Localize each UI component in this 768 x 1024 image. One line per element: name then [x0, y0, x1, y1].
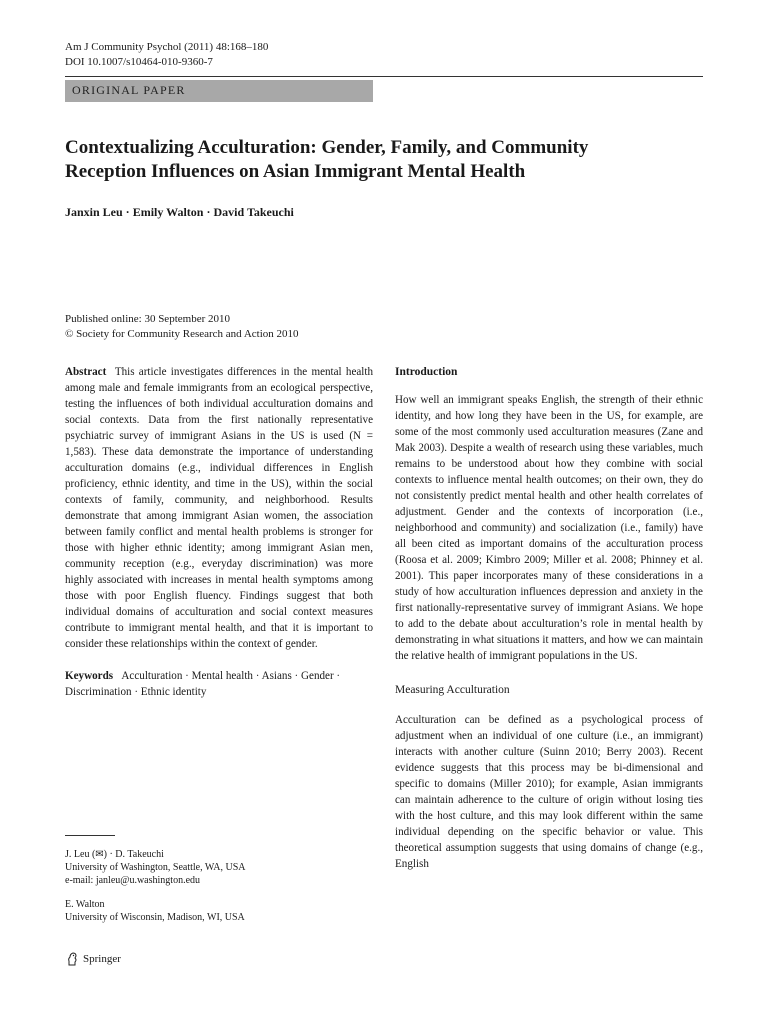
header-rule	[65, 76, 703, 77]
title-line-2: Reception Influences on Asian Immigrant Mental Health	[65, 161, 526, 182]
affiliation-institution-2: University of Wisconsin, Madison, WI, USA	[65, 912, 245, 923]
introduction-paragraph: How well an immigrant speaks English, the strength of their ethnic identity, and how long they have been in the US, for example, are some of the most commonly used acculturation measures (Zane and Mak 2003). Despite a wealth of research using these variables, much remains to be understood about how they combine with social contexts to influence mental health outcomes; on their own, they do not consistently predict mental health and other health correlates of adjustment. Gender and the contexts of incorporation (i.e., neighborhood and community) and socialization (i.e., family) have all been cited as important domains of the acculturation process (Roosa et al. 2009; Kimbro 2009; Miller et al. 2008; Phinney et al. 2001). This paper incorporates many of these considerations in a study of how acculturation influences depression and anxiety in the first nationally-representative survey of immigrant Asians. We hope to add to the debate about acculturation’s role in mental health by demonstrating in what situations it matters, and how we can maintain the relative health of immigrant populations in the US.	[395, 394, 703, 662]
right-column	[395, 364, 703, 872]
journal-line: Am J Community Psychol (2011) 48:168–180	[65, 41, 269, 53]
published-date: Published online: 30 September 2010	[65, 313, 230, 325]
abstract-text: This article investigates differences in the mental health among male and female immigrants from an ecological perspective, testing the influences of both individual acculturation domains and social contexts. Data from the first nationally representative psychiatric survey of immigrant Asians in the US is used (N = 1,583). These data demonstrate the importance of understanding acculturation domains (e.g., individual differences in English proficiency, ethnic identity, and time in the US), within the social contexts of family, community, and neighborhood. Results demonstrate that among immigrant Asian women, the association between family conflict and mental health problems is stronger for those with higher ethnic identity; among immigrant Asian men, community reception (e.g., everyday discrimination) was more highly associated with increases in mental health symptoms among those with poor English fluency. Findings suggest that both individual domains of acculturation and social context measures contribute to immigrant mental health, and that it is important to consider these relationships within the context of gender.	[65, 366, 374, 650]
paper-title	[65, 136, 705, 184]
publisher-mark	[65, 952, 121, 966]
keywords	[65, 668, 373, 700]
springer-knight-icon	[65, 952, 79, 966]
keywords-heading: Keywords	[65, 670, 114, 682]
introduction-heading: Introduction	[395, 366, 458, 378]
author-affiliations	[65, 848, 373, 935]
measuring-acculturation-heading: Measuring Acculturation	[395, 684, 510, 696]
abstract	[65, 364, 373, 652]
article-type-label: ORIGINAL PAPER	[72, 83, 186, 97]
publication-info	[65, 312, 299, 342]
author-list: Janxin Leu · Emily Walton · David Takeuchi	[65, 205, 294, 219]
affiliation-block-2	[65, 898, 373, 924]
title-line-1: Contextualizing Acculturation: Gender, Family, and Community	[65, 137, 589, 158]
affiliation-authors-2: E. Walton	[65, 899, 105, 910]
abstract-heading: Abstract	[65, 366, 107, 378]
keywords-text: Acculturation · Mental health · Asians · Gender · Discrimination · Ethnic identity	[65, 670, 341, 698]
journal-citation	[65, 40, 268, 70]
affiliation-email[interactable]: e-mail: janleu@u.washington.edu	[65, 875, 201, 886]
affiliation-authors-1: J. Leu (✉) · D. Takeuchi	[65, 849, 164, 860]
measuring-acculturation-paragraph: Acculturation can be defined as a psychological process of adjustment when an individual of one culture (i.e., an immigrant) interacts with another culture (Suinn 2010; Berry 2003). Recent evidence suggests that this process may be bi-dimensional and specific to domains (Miller 2010); for example, Asian immigrants can maintain adherence to the culture of origin without losing ties with the host culture, and this may look different within the same individual depending on the specific behavior or value. This theoretical assumption suggests that using domains of change (e.g., English	[395, 714, 703, 870]
publisher-name: Springer	[83, 953, 121, 965]
affiliation-block-1	[65, 848, 373, 887]
affiliation-institution-1: University of Washington, Seattle, WA, USA	[65, 862, 246, 873]
doi-line: DOI 10.1007/s10464-010-9360-7	[65, 56, 213, 68]
footnote-rule	[65, 835, 115, 836]
left-column	[65, 364, 373, 700]
copyright-line: © Society for Community Research and Action 2010	[65, 328, 299, 340]
